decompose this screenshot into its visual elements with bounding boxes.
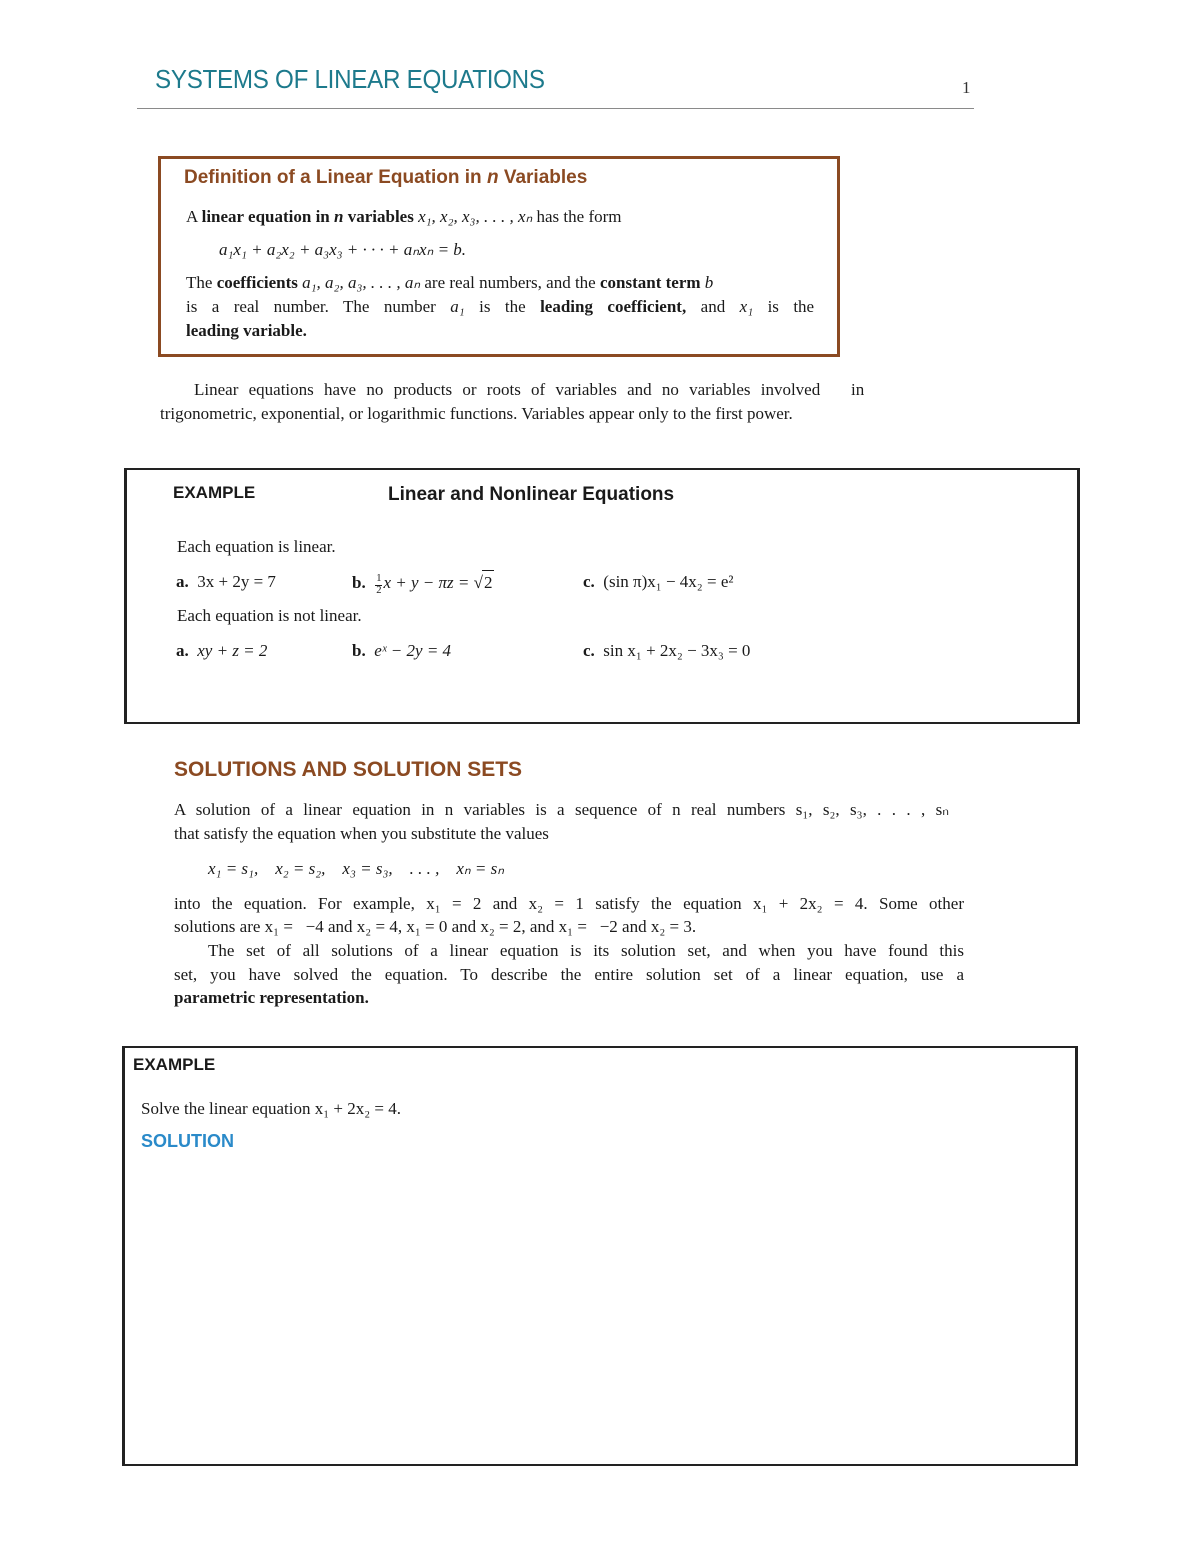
solutions-p3-line2: set, you have solved the equation. To describe the entire solution set of a linear equation, use a [174, 965, 964, 984]
fraction-one-half: $\frac{1}{2}$ [376, 573, 382, 596]
linear-eq-c: c. (sin π)x₁ − 4x₂ = e² [583, 572, 734, 591]
solutions-p1-line1: A solution of a linear equation in n variables is a sequence of n real numbers s₁, s₂, s₃, . . . , sₙ [174, 800, 949, 819]
example-1-label: EXAMPLE [173, 483, 256, 502]
solutions-p3-line1: The set of all solutions of a linear equation is its solution set, and when you have found this [208, 941, 964, 960]
definition-coefficients: The coefficients a₁, a₂, a₃, . . . , aₙ are real numbers, and the constant term b [186, 273, 714, 292]
section-heading: SOLUTIONS AND SOLUTION SETS [174, 758, 523, 781]
intro-line-2: trigonometric, exponential, or logarithmic functions. Variables appear only to the first power. [160, 404, 793, 423]
example-1-title: Linear and Nonlinear Equations [388, 484, 675, 505]
page-title: SYSTEMS OF LINEAR EQUATIONS [155, 64, 545, 94]
example-2-prompt: Solve the linear equation x₁ + 2x₂ = 4. [141, 1099, 402, 1118]
solution-label: SOLUTION [141, 1131, 234, 1151]
header-divider [137, 108, 974, 109]
page-number: 1 [962, 78, 971, 97]
linear-eq-b: b. $\frac{1}{2}$ x + y − πz = √2 [352, 570, 494, 596]
nonlinear-eq-c: c. sin x₁ + 2x₂ − 3x₃ = 0 [583, 641, 751, 660]
linear-intro: Each equation is linear. [177, 537, 336, 556]
definition-line-1: A linear equation in n variables x₁, x₂, x₃, . . . , xₙ has the form [186, 207, 622, 226]
nonlinear-intro: Each equation is not linear. [177, 606, 362, 625]
definition-title: Definition of a Linear Equation in n Variables [184, 167, 588, 188]
solutions-p2-line1: into the equation. For example, x₁ = 2 and x₂ = 1 satisfy the equation x₁ + 2x₂ = 4. Some other [174, 894, 964, 913]
definition-form: a₁x₁ + a₂x₂ + a₃x₃ + · · · + aₙxₙ = b. [219, 240, 467, 259]
solutions-p1-line2: that satisfy the equation when you substitute the values [174, 824, 549, 843]
definition-leading-variable: leading variable. [186, 321, 307, 340]
nonlinear-eq-b: b. eˣ − 2y = 4 [352, 641, 452, 660]
example-2-label: EXAMPLE [133, 1055, 216, 1074]
linear-eq-a: a. 3x + 2y = 7 [176, 572, 276, 591]
solutions-p3-line3: parametric representation. [174, 988, 369, 1007]
intro-line-1: Linear equations have no products or roots of variables and no variables involved in [194, 380, 865, 399]
example-1-box [124, 468, 1080, 724]
definition-leading: is a real number. The number a₁ is the leading coefficient, and x₁ is the [186, 297, 815, 316]
solutions-values: x₁ = s₁, x₂ = s₂, x₃ = s₃, . . . , xₙ = sₙ [208, 859, 505, 878]
nonlinear-eq-a: a. xy + z = 2 [176, 641, 268, 660]
solutions-p2-line2: solutions are x₁ = −4 and x₂ = 4, x₁ = 0 and x₂ = 2, and x₁ = −2 and x₂ = 3. [174, 917, 697, 936]
